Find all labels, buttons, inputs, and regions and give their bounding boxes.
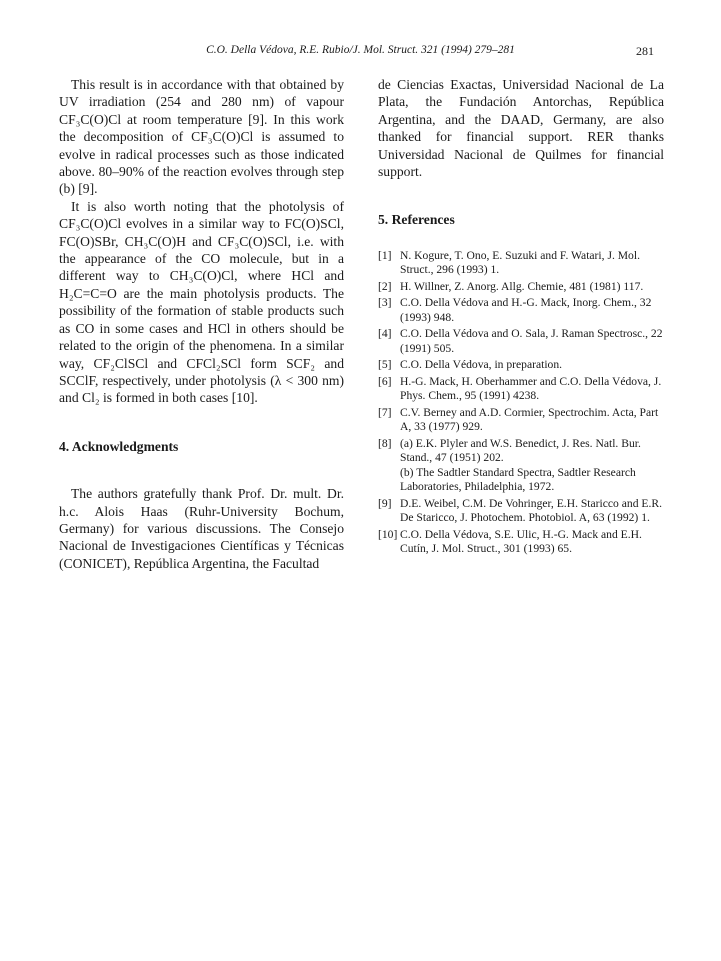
reference-text: H.-G. Mack, H. Oberhammer and C.O. Della Védova, J. Phys. Chem., 95 (1991) 4238. — [400, 374, 662, 403]
reference-text: C.O. Della Védova, S.E. Ulic, H.-G. Mack and E.H. Cutín, J. Mol. Struct., 301 (1993) 65. — [400, 527, 642, 556]
paragraph-photolysis: It is also worth noting that the photolysis of CF₃C(O)Cl evolves in a similar way to FC(O)SCl, FC(O)SBr, CH₃C(O)H and CF₃C(O)SCl, i.e. with the appearance of the CO molecule, but in a different way to CH₃C(O)Cl, where HCl and H₂C=C=O are the main photolysis products. The possibility of the formation of stable products such as CO in some cases and HCl in others should be related to the origin of the phenomena. In a similar way, CF₂ClSCl and CFCl₂SCl form SCF₂ and SCClF, respectively, under photolysis (λ < 300 nm) and Cl₂ is formed in both cases [10]. — [59, 198, 344, 406]
left-column — [59, 76, 344, 572]
reference-text: C.O. Della Védova, in preparation. — [400, 358, 563, 372]
reference-text-block — [400, 437, 664, 495]
reference-item — [378, 528, 664, 557]
reference-text: C.O. Della Védova and H.-G. Mack, Inorg. Chem., 32 (1993) 948. — [400, 296, 652, 324]
reference-item — [378, 437, 664, 495]
reference-text: C.V. Berney and A.D. Cormier, Spectrochim. Acta, Part A, 33 (1977) 929. — [400, 405, 659, 434]
reference-number: [5] — [378, 358, 392, 372]
reference-item — [378, 406, 664, 435]
reference-text: (b) The Sadtler Standard Spectra, Sadtler Research Laboratories, Philadelphia, 1972. — [400, 465, 636, 494]
reference-number: [3] — [378, 296, 392, 310]
reference-number: [2] — [378, 279, 392, 293]
running-header — [0, 44, 721, 64]
reference-number: [9] — [378, 496, 392, 510]
reference-text: H. Willner, Z. Anorg. Allg. Chemie, 481 (1981) 117. — [400, 279, 644, 293]
acknowledgments-continued: de Ciencias Exactas, Universidad Nacional de La Plata, the Fundación Antorchas, República Argentina, and the DAAD, Germany, are also thanked for financial support. RER thanks Universidad Nacional de Quilmes for financial support. — [378, 77, 664, 180]
paragraph-results: This result is in accordance with that obtained by UV irradiation (254 and 280 nm) of vapour CF₃C(O)Cl at room temperature [9]. In this work the decomposition of CF₃C(O)Cl is assumed to evolve in radical processes such as those indicated above. 80–90% of the reaction evolves through step (b) [9]. — [59, 77, 344, 197]
right-column — [378, 76, 664, 559]
header-citation: C.O. Della Védova, R.E. Rubio/J. Mol. Struct. 321 (1994) 279–281 — [206, 44, 515, 56]
page-number: 281 — [636, 44, 654, 58]
reference-item — [378, 358, 664, 373]
reference-text: N. Kogure, T. Ono, E. Suzuki and F. Watari, J. Mol. Struct., 296 (1993) 1. — [400, 248, 640, 277]
acknowledgments-heading: 4. Acknowledgments — [59, 438, 179, 454]
reference-list — [378, 249, 664, 557]
reference-text: (a) E.K. Plyler and W.S. Benedict, J. Res. Natl. Bur. Stand., 47 (1951) 202. — [400, 436, 641, 465]
reference-number: [4] — [378, 327, 392, 341]
reference-number: [7] — [378, 405, 392, 419]
acknowledgments-text: The authors gratefully thank Prof. Dr. mult. Dr. h.c. Alois Haas (Ruhr-University Bochum, Germany) for various discussions. The Consejo Nacional de Investigaciones Científicas y Técnicas (CONICET), República Argentina, the Facultad — [59, 486, 344, 571]
reference-text: C.O. Della Védova and O. Sala, J. Raman Spectrosc., 22 (1991) 505. — [400, 327, 663, 355]
references-heading: 5. References — [378, 212, 455, 228]
reference-item — [378, 249, 664, 278]
reference-item — [378, 296, 664, 325]
reference-item — [378, 280, 664, 295]
reference-item — [378, 327, 664, 356]
reference-number: [6] — [378, 374, 392, 388]
reference-number: [8] — [378, 436, 392, 450]
reference-number: [10] — [378, 527, 398, 541]
reference-number: [1] — [378, 248, 392, 262]
reference-text: D.E. Weibel, C.M. De Vohringer, E.H. Staricco and E.R. De Staricco, J. Photochem. Photobiol. A, 63 (1992) 1. — [400, 496, 662, 525]
reference-item — [378, 497, 664, 526]
reference-item — [378, 375, 664, 404]
